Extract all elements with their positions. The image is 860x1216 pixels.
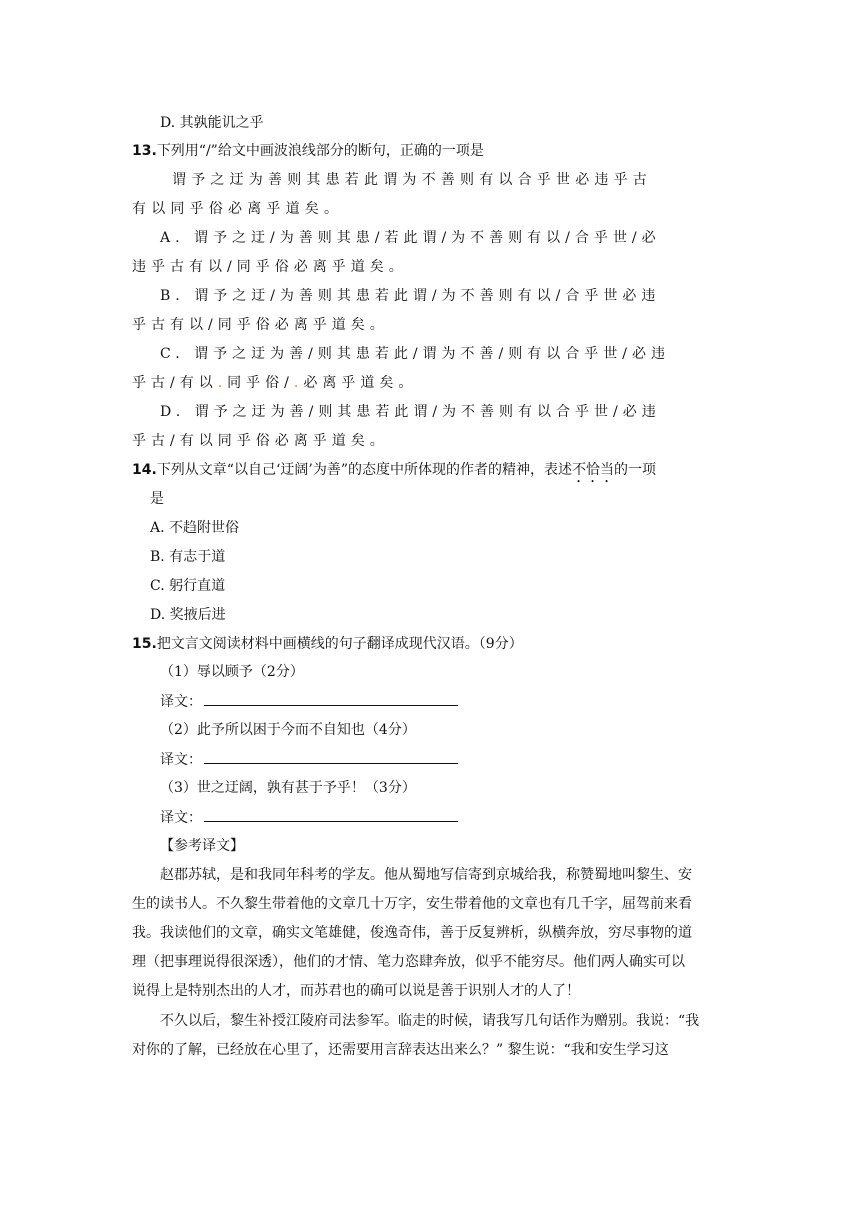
q13-stem-text: 下列用“/”给文中画波浪线部分的断句，正确的一项是 (156, 143, 484, 159)
reference-para1-line-5: 说得上是特别杰出的人才，而苏君也的确可以说是善于识别人才的人了！ (132, 983, 580, 999)
q14-option-c: C. 躬行直道 (150, 578, 226, 594)
q14-option-a: A. 不趋附世俗 (150, 520, 240, 536)
q15-number: 15. (132, 636, 157, 652)
q12-option-d (160, 113, 264, 133)
q14-stem-line-2: 是 (150, 491, 164, 507)
q14-number: 14. (132, 462, 157, 478)
q13-passage-line-1: 谓予之迂为善则其患若此谓为不善则有以合乎世必违乎古 (172, 172, 652, 188)
q14-stem-text-end: 的一项 (614, 462, 657, 478)
q13-option-a-line-1: A. 谓予之迂/为善则其患/若此谓/为不善则有以/合乎世/必 (160, 230, 661, 246)
q15-item-3-prompt: （3）世之迂阔，孰有甚于予乎！（3分） (160, 780, 416, 796)
q15-item-1-answer-label: 译文： (160, 694, 202, 710)
q13-option-b-line-1: B. 谓予之迂/为善则其患若此谓/为不善则有以/合乎世必违 (160, 288, 661, 304)
q13-option-d-line-1: D. 谓予之迂为善/则其患若此谓/为不善则有以合乎世/必违 (160, 404, 661, 420)
scan-mark: . (293, 375, 304, 391)
q15-item-2-prompt: （2）此予所以困于今而不自知也（4分） (160, 722, 416, 738)
q14-option-d: D. 奖掖后进 (150, 607, 226, 623)
reference-para1-line-2: 生的读书人。不久黎生带着他的文章几十万字，安生带着他的文章也有几千字，屈驾前来看 (132, 896, 692, 912)
q15-stem-text: 把文言文阅读材料中画横线的句子翻译成现代汉语。（9分） (156, 636, 523, 652)
reference-heading: 【参考译文】 (160, 838, 244, 854)
q13-option-c-line-1: C. 谓予之迂为善/则其患若此/谓为不善/则有以合乎世/必违 (160, 346, 670, 362)
answer-blank-3[interactable] (204, 807, 458, 822)
reference-para2-line-2: 对你的了解，已经放在心里了，还需要用言辞表达出来么？” 黎生说：“我和安生学习这 (132, 1042, 669, 1058)
q13-option-c-line-2-part2: 同乎俗/ (227, 375, 294, 391)
q13-option-b-line-2: 乎古有以/同乎俗必离乎道矣。 (132, 317, 389, 333)
q15-item-1-prompt: （1）辱以顾予（2分） (160, 664, 304, 680)
q15-item-2-answer (160, 749, 458, 770)
reference-para1-line-3: 我。我读他们的文章，确实文笔雄健，俊逸奇伟，善于反复辨析，纵横奔放，穷尽事物的道 (132, 925, 692, 941)
q14-stem-text: 下列从文章“以自己‘迂阔’为善”的态度中所体现的作者的精神，表述 (156, 462, 573, 478)
q13-option-a-line-2: 违乎古有以/同乎俗必离乎道矣。 (132, 259, 408, 275)
q13-stem (132, 141, 484, 161)
q15-stem (132, 634, 523, 654)
reference-para1-line-1: 赵郡苏轼，是和我同年科考的学友。他从蜀地写信寄到京城给我，称赞蜀地叫黎生、安 (160, 867, 692, 883)
reference-para1-line-4: 理（把事理说得很深透），他们的才情、笔力恣肆奔放，似乎不能穷尽。他们两人确实可以 (132, 954, 685, 970)
q15-item-3-answer (160, 807, 458, 828)
q13-option-c-line-2-part1: 乎古/有以 (132, 375, 218, 391)
q13-option-c-line-2-part3: 必离乎道矣。 (303, 375, 418, 391)
answer-blank-1[interactable] (204, 691, 458, 706)
q13-passage-line-2: 有以同乎俗必离乎道矣。 (132, 201, 344, 217)
q15-item-2-answer-label: 译文： (160, 752, 202, 768)
q14-stem-emphasis: 不恰当 (572, 462, 615, 478)
q14-stem (132, 460, 656, 486)
q13-option-d-line-2: 乎古/有以同乎俗必离乎道矣。 (132, 433, 389, 449)
q13-option-c-line-2 (132, 373, 417, 393)
scan-mark: . (217, 375, 228, 391)
q13-number: 13. (132, 143, 157, 159)
q12-option-d-text: D. 其孰能讥之乎 (160, 115, 264, 131)
reference-para2-line-1: 不久以后，黎生补授江陵府司法参军。临走的时候，请我写几句话作为赠别。我说：“我 (160, 1013, 700, 1029)
q15-item-1-answer (160, 691, 458, 712)
answer-blank-2[interactable] (204, 749, 458, 764)
q14-option-b: B. 有志于道 (150, 549, 226, 565)
q15-item-3-answer-label: 译文： (160, 810, 202, 826)
